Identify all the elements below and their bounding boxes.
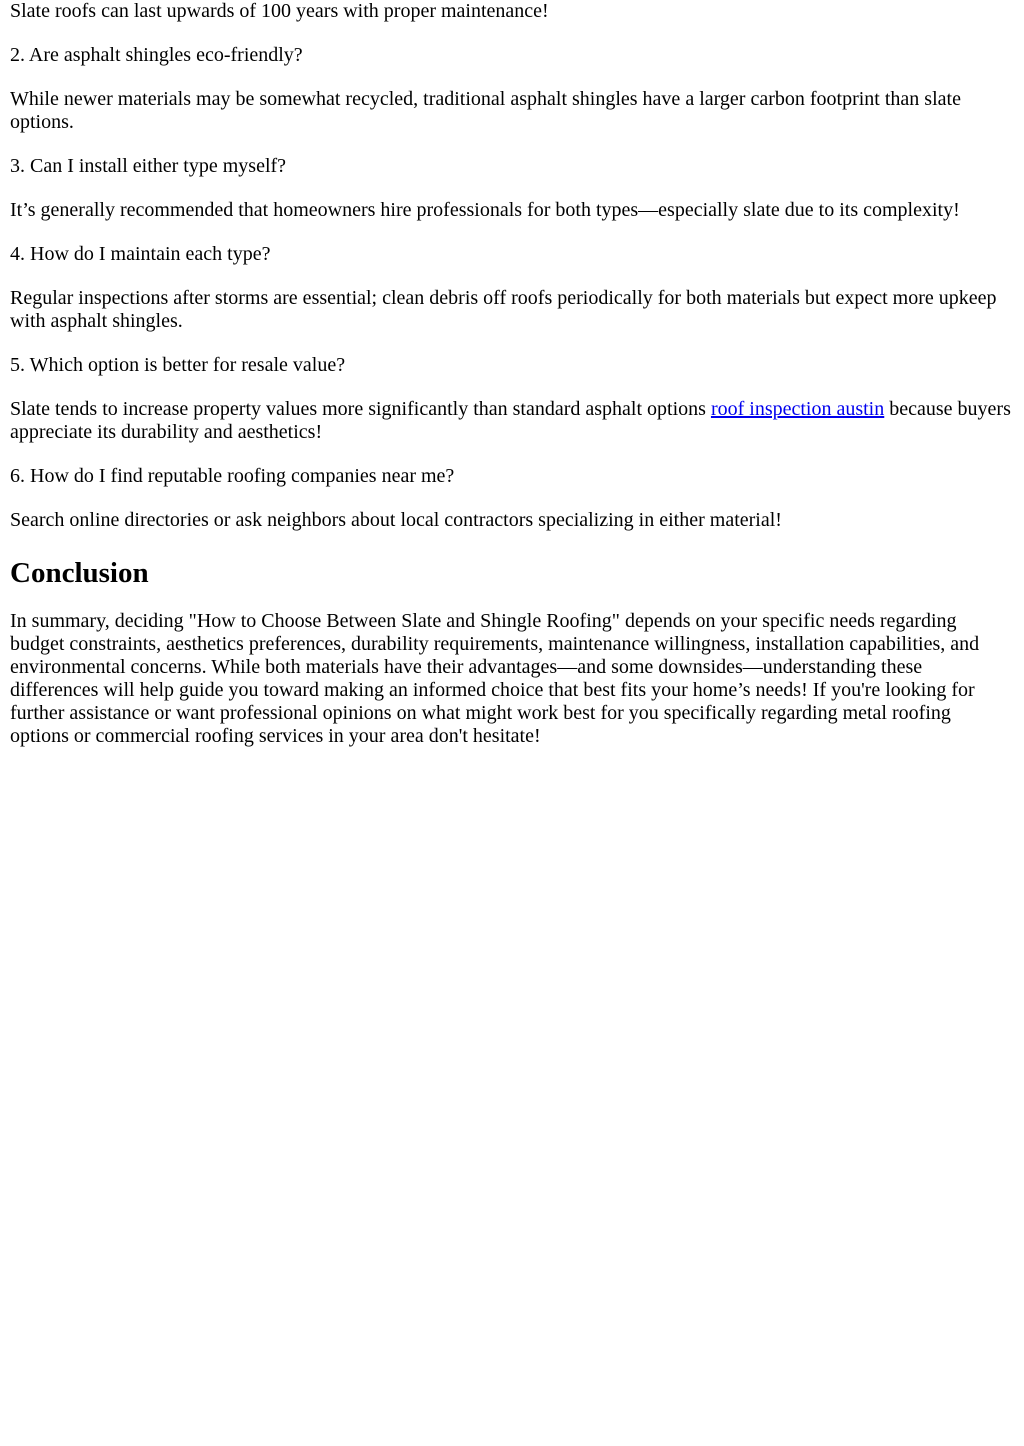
faq-answer-5-text-before: Slate tends to increase property values more significantly than standard asphalt options bbox=[10, 398, 711, 420]
faq-question-3: 3. Can I install either type myself? bbox=[10, 155, 287, 177]
conclusion-paragraph: In summary, deciding "How to Choose Between Slate and Shingle Roofing" depends on your specific needs regarding budget constraints, aesthetics preferences, durability requirements, maintenance willingness, installation capabilities, and environmental concerns. While both materials have their advantages—and some downsides—understanding these differences will help guide you toward making an informed choice that best fits your home’s needs! If you're looking for further assistance or want professional opinions on what might work best for you specifically regarding metal roofing options or commercial roofing services in your area don't hesitate! bbox=[10, 610, 980, 747]
faq-question-4: 4. How do I maintain each type? bbox=[10, 243, 271, 265]
faq-question-5: 5. Which option is better for resale value? bbox=[10, 354, 346, 376]
faq-answer-5-text-after: because buyers appreciate its durability and aesthetics! bbox=[10, 398, 1011, 443]
faq-question-2: 2. Are asphalt shingles eco-friendly? bbox=[10, 44, 303, 66]
faq-answer-5 bbox=[10, 398, 1014, 444]
faq-answer-6: Search online directories or ask neighbors about local contractors specializing in either material! bbox=[10, 509, 782, 531]
faq-answer-3: It’s generally recommended that homeowners hire professionals for both types—especially slate due to its complexity! bbox=[10, 199, 960, 221]
faq-question-6: 6. How do I find reputable roofing companies near me? bbox=[10, 465, 455, 487]
conclusion-heading: Conclusion bbox=[10, 557, 149, 589]
faq-answer-2: While newer materials may be somewhat recycled, traditional asphalt shingles have a larger carbon footprint than slate options. bbox=[10, 88, 961, 133]
faq-answer-1: Slate roofs can last upwards of 100 years with proper maintenance! bbox=[10, 0, 549, 22]
faq-answer-4: Regular inspections after storms are essential; clean debris off roofs periodically for both materials but expect more upkeep with asphalt shingles. bbox=[10, 287, 997, 332]
roof-inspection-link[interactable]: roof inspection austin bbox=[710, 398, 885, 420]
